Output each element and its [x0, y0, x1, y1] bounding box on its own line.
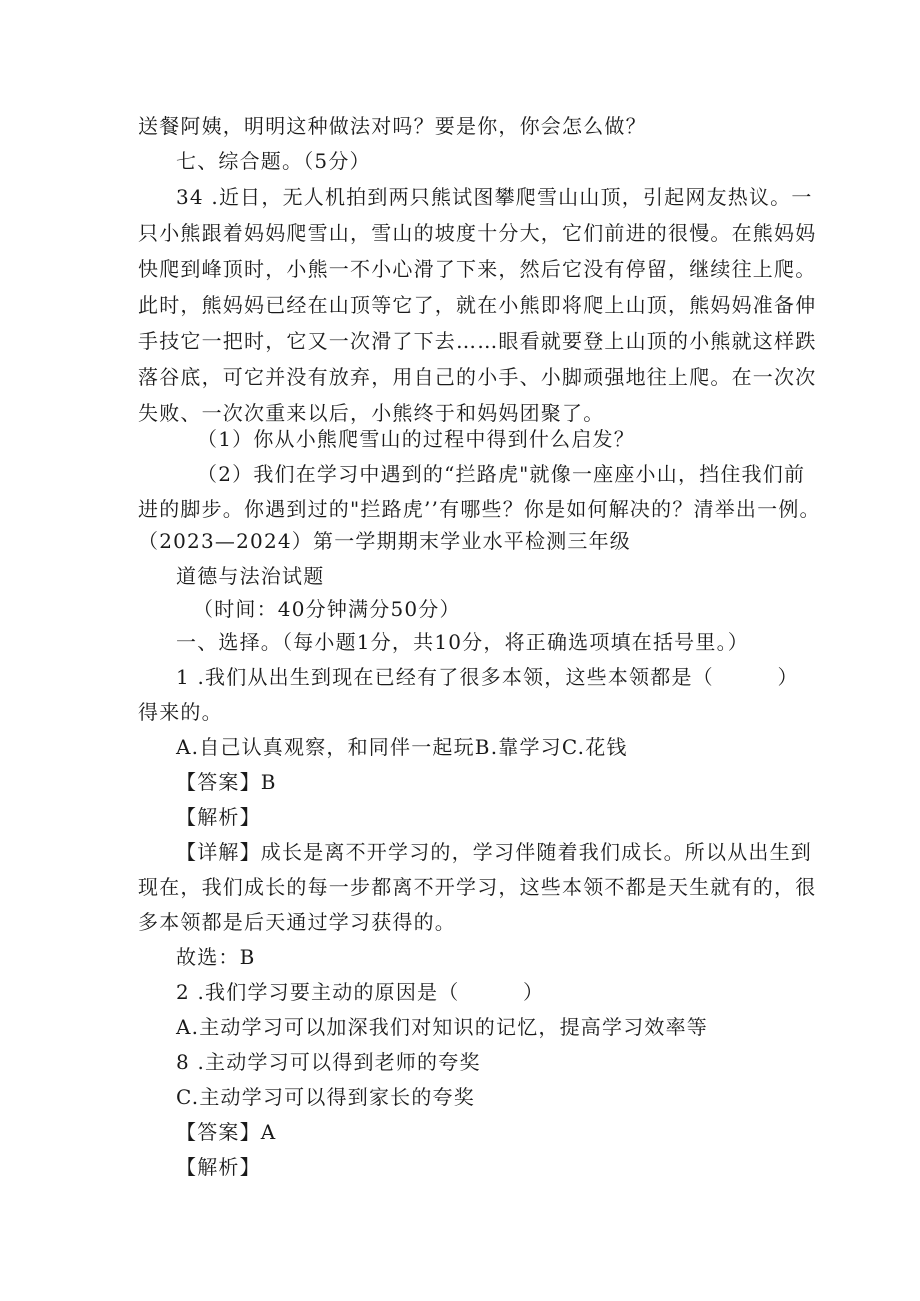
text-line: 送餐阿姨，明明这种做法对吗？要是你，你会怎么做？ — [138, 114, 647, 138]
text-line: 落谷底，可它并没有放弃，用自己的小手、小脚顽强地往上爬。在一次次 — [138, 365, 817, 389]
analysis-label: 【解析】 — [176, 805, 261, 829]
question-text: 34 .近日，无人机拍到两只熊试图攀爬雪山山顶，引起网友热议。一 — [176, 185, 813, 209]
option-b: 8 .主动学习可以得到老师的夸奖 — [176, 1050, 481, 1074]
exam-subject: 道德与法治试题 — [176, 564, 325, 588]
answer-label: 【答案】B — [176, 770, 277, 794]
text-line: 进的脚步。你遇到过的"拦路虎’’有哪些？你是如何解决的？清举出一例。 — [138, 497, 821, 521]
section-heading: 七、综合题。（5分） — [176, 149, 371, 173]
text-line: 此时，熊妈妈已经在山顶等它了，就在小熊即将爬上山顶，熊妈妈准备伸 — [138, 293, 817, 317]
text-line: 手技它一把时，它又一次滑了下去……眼看就要登上山顶的小熊就这样跌 — [138, 329, 817, 353]
analysis-label: 【解析】 — [176, 1155, 261, 1179]
text-line: 快爬到峰顶时，小熊一不小心滑了下来，然后它没有停留，继续往上爬。 — [138, 257, 817, 281]
text-line: 现在，我们成长的每一步都离不开学习，这些本领不都是天生就有的，很 — [138, 875, 817, 899]
text-line: 多本领都是后天通过学习获得的。 — [138, 910, 456, 934]
section-heading: 一、选择。（每小题1分，共10分，将正确选项填在括号里。） — [176, 630, 749, 654]
question-text: 2 .我们学习要主动的原因是（ ） — [176, 980, 545, 1004]
choice-result: 故选：B — [176, 945, 256, 969]
option-c: C.主动学习可以得到家长的夸奖 — [176, 1085, 475, 1109]
sub-question: （1）你从小熊爬雪山的过程中得到什么启发？ — [197, 427, 635, 451]
answer-options: A.自己认真观察，和同伴一起玩B.靠学习C.花钱 — [176, 735, 628, 759]
detail-text: 【详解】成长是离不开学习的，学习伴随着我们成长。所以从出生到 — [176, 840, 812, 864]
text-line: 失败、一次次重来以后，小熊终于和妈妈团聚了。 — [138, 401, 605, 425]
exam-time-info: （时间：40分钟满分50分） — [193, 597, 461, 621]
exam-title: （2023—2024）第一学期期末学业水平检测三年级 — [138, 529, 631, 553]
sub-question: （2）我们在学习中遇到的“拦路虎"就像一座座小山，挡住我们前 — [197, 462, 806, 486]
answer-label: 【答案】A — [176, 1120, 277, 1144]
text-line: 只小熊跟着妈妈爬雪山，雪山的坡度十分大，它们前进的很慢。在熊妈妈 — [138, 221, 817, 245]
text-line: 得来的。 — [138, 700, 223, 724]
question-text: 1 .我们从出生到现在已经有了很多本领，这些本领都是（ ） — [176, 665, 799, 689]
option-a: A.主动学习可以加深我们对知识的记忆，提高学习效率等 — [176, 1015, 709, 1039]
